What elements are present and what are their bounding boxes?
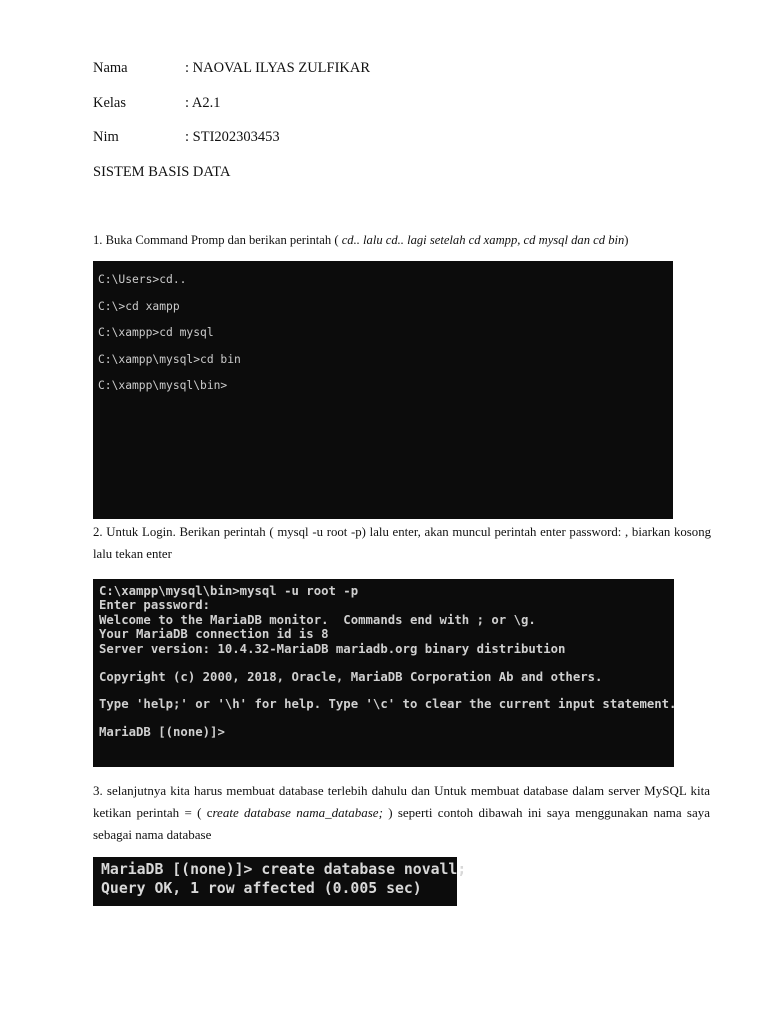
terminal-screenshot-3 (93, 857, 467, 906)
terminal-2-line: Server version: 10.4.32-MariaDB mariadb.org binary distribution (99, 641, 566, 656)
class-label: Kelas (93, 95, 127, 111)
terminal-3-line: MariaDB [(none)]> create database novall; (101, 861, 467, 878)
document-heading: SISTEM BASIS DATA (93, 164, 231, 180)
terminal-screenshot-1 (93, 261, 673, 519)
terminal-1-line: C:\xampp\mysql\bin> (98, 379, 228, 393)
step-2-text: 2. Untuk Login. Berikan perintah ( mysql -u root -p) lalu enter, akan muncul perintah enter password: , biarkan kosong lalu tekan enter (93, 525, 711, 561)
terminal-2-line: Your MariaDB connection id is 8 (99, 627, 329, 642)
step-3-text (93, 780, 710, 846)
step-1-text (93, 229, 709, 251)
step-3-intro: 3. selanjutnya kita harus membuat database terlebih dahulu dan Untuk membuat database dalam server MySQL kita ketikan perintah = ( c (93, 783, 710, 820)
name-value: : NAOVAL ILYAS ZULFIKAR (185, 60, 371, 76)
step-3-command: reate database nama_database; (212, 805, 383, 820)
terminal-2-line: Copyright (c) 2000, 2018, Oracle, MariaDB Corporation Ab and others. (99, 669, 603, 684)
terminal-2-blank (99, 656, 674, 670)
terminal-1-line: C:\>cd xampp (98, 299, 180, 313)
terminal-3-line: Query OK, 1 row affected (0.005 sec) (101, 880, 422, 897)
nim-label: Nim (93, 129, 119, 145)
name-label: Nama (93, 60, 128, 76)
step-1-intro: 1. Buka Command Promp dan berikan perintah ( (93, 233, 342, 247)
terminal-2-line: Welcome to the MariaDB monitor. Commands end with ; or \g. (99, 612, 536, 627)
terminal-1-line: C:\Users>cd.. (98, 273, 187, 286)
terminal-1-line: C:\xampp>cd mysql (98, 326, 214, 340)
terminal-2-blank (99, 712, 674, 726)
step-3-rest: ) seperti contoh dibawah ini saya menggunakan nama saya sebagai nama database (93, 805, 711, 842)
terminal-2-line: Enter password: (99, 598, 211, 613)
terminal-screenshot-2 (93, 579, 677, 767)
terminal-1-line: C:\xampp\mysql>cd bin (98, 352, 241, 366)
terminal-2-line: MariaDB [(none)]> (99, 725, 225, 740)
step-1-command: cd.. lalu cd.. lagi setelah cd xampp, cd mysql dan cd bin (341, 233, 625, 247)
terminal-2-line: Type 'help;' or '\h' for help. Type '\c' to clear the current input statement. (99, 697, 677, 712)
terminal-2-blank (99, 684, 674, 698)
class-value: : A2.1 (185, 95, 221, 111)
nim-value: : STI202303453 (185, 129, 280, 145)
terminal-2-line: C:\xampp\mysql\bin>mysql -u root -p (99, 584, 359, 598)
step-1-close: ) (624, 233, 629, 247)
